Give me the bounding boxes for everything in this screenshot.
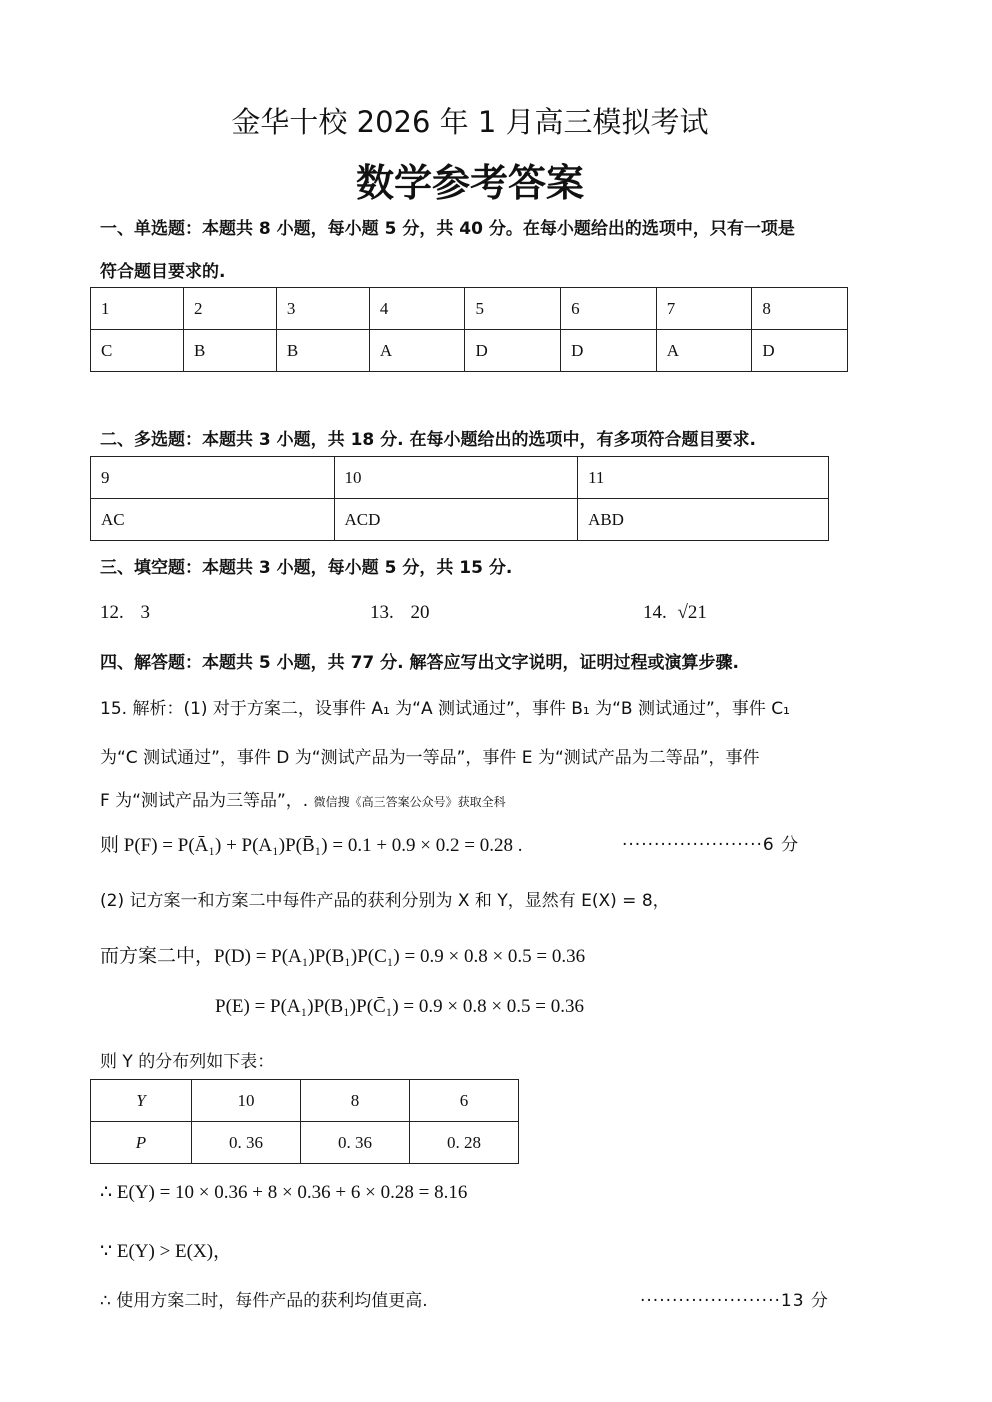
q15-line2: 为“C 测试通过”，事件 D 为“测试产品为一等品”，事件 E 为“测试产品为二等品”，事件 — [100, 748, 760, 768]
answer-cell: AC — [91, 499, 335, 541]
q-num: 1 — [91, 288, 184, 330]
q-num: 9 — [91, 457, 335, 499]
single-choice-table — [90, 287, 848, 372]
section2-heading: 二、多选题：本题共 3 小题，共 18 分. 在每小题给出的选项中，有多项符合题目要求. — [100, 430, 756, 450]
fill-num: 12. — [100, 602, 124, 623]
fill-blank-14 — [643, 602, 707, 624]
answer-cell: C — [91, 330, 184, 372]
q15-line3 — [100, 786, 506, 811]
q-num: 6 — [561, 288, 657, 330]
probability-row — [91, 1122, 519, 1164]
q-num: 8 — [752, 288, 848, 330]
answer-cell: D — [465, 330, 561, 372]
answer-cell: B — [276, 330, 369, 372]
q-num: 4 — [369, 288, 465, 330]
q15-line1: 15. 解析：(1) 对于方案二，设事件 A₁ 为“A 测试通过”，事件 B₁ 为“B 测试通过”，事件 C₁ — [100, 699, 790, 719]
fill-num: 13. — [370, 602, 394, 623]
exam-title: 金华十校 2026 年 1 月高三模拟考试 — [231, 105, 709, 139]
q-num: 5 — [465, 288, 561, 330]
answer-cell: A — [656, 330, 752, 372]
answer-cell: B — [183, 330, 276, 372]
answer-cell: D — [561, 330, 657, 372]
y-value: 8 — [301, 1080, 410, 1122]
fill-answer: 3 — [140, 602, 150, 623]
conclusion: ∴ 使用方案二时，每件产品的获利均值更高. — [100, 1291, 428, 1311]
section4-heading: 四、解答题：本题共 5 小题，共 77 分. 解答应写出文字说明，证明过程或演算步骤. — [100, 653, 739, 673]
probability-value: 0. 36 — [192, 1122, 301, 1164]
probability-value: 0. 28 — [410, 1122, 519, 1164]
section3-heading: 三、填空题：本题共 3 小题，每小题 5 分，共 15 分. — [100, 558, 513, 578]
answer-cell: ABD — [578, 499, 829, 541]
q-num: 10 — [334, 457, 578, 499]
section1-heading-cont: 符合题目要求的. — [100, 262, 226, 282]
q-num: 2 — [183, 288, 276, 330]
row-label-p: P — [91, 1122, 192, 1164]
fill-answer: 20 — [410, 602, 430, 623]
q-num: 7 — [656, 288, 752, 330]
fill-blank-12 — [100, 602, 150, 624]
ey-formula: ∴ E(Y) = 10 × 0.36 + 8 × 0.36 + 6 × 0.28 = 8.16 — [100, 1182, 468, 1203]
multi-choice-table — [90, 456, 829, 541]
probability-value: 0. 36 — [301, 1122, 410, 1164]
question-number-row — [91, 457, 829, 499]
answer-cell: D — [752, 330, 848, 372]
distribution-table — [90, 1079, 519, 1164]
fill-answer: √21 — [677, 602, 707, 623]
q-num: 3 — [276, 288, 369, 330]
watermark-text: 微信搜《高三答案公众号》获取全科 — [313, 795, 506, 809]
score-13: ······················13 分 — [640, 1291, 829, 1311]
pd-formula: 而方案二中，P(D) = P(A₁)P(B₁)P(C₁) = 0.9 × 0.8 × 0.5 = 0.36 — [100, 946, 586, 967]
distribution-intro: 则 Y 的分布列如下表： — [100, 1052, 275, 1072]
score-6: ······················6 分 — [622, 835, 800, 855]
question-number-row — [91, 288, 848, 330]
y-values-row — [91, 1080, 519, 1122]
pf-formula: 则 P(F) = P(Ā₁) + P(A₁)P(B̄₁) = 0.1 + 0.9 × 0.2 = 0.28 . — [100, 835, 523, 856]
part2-intro: (2) 记方案一和方案二中每件产品的获利分别为 X 和 Y，显然有 E(X) = 8， — [100, 891, 670, 911]
section1-heading: 一、单选题：本题共 8 小题，每小题 5 分，共 40 分。在每小题给出的选项中，只有一项是 — [100, 219, 795, 239]
answer-cell: A — [369, 330, 465, 372]
answer-key-title: 数学参考答案 — [355, 160, 584, 205]
y-value: 10 — [192, 1080, 301, 1122]
fill-blank-13 — [370, 602, 430, 624]
fill-num: 14. — [643, 602, 667, 623]
comparison: ∵ E(Y) > E(X)， — [100, 1241, 233, 1262]
answer-row — [91, 499, 829, 541]
y-value: 6 — [410, 1080, 519, 1122]
pe-formula: P(E) = P(A₁)P(B₁)P(C̄₁) = 0.9 × 0.8 × 0.5 = 0.36 — [215, 996, 585, 1017]
answer-row — [91, 330, 848, 372]
answer-cell: ACD — [334, 499, 578, 541]
q15-line3-text: F 为“测试产品为三等品”，. — [100, 791, 309, 811]
row-label-y: Y — [91, 1080, 192, 1122]
q-num: 11 — [578, 457, 829, 499]
